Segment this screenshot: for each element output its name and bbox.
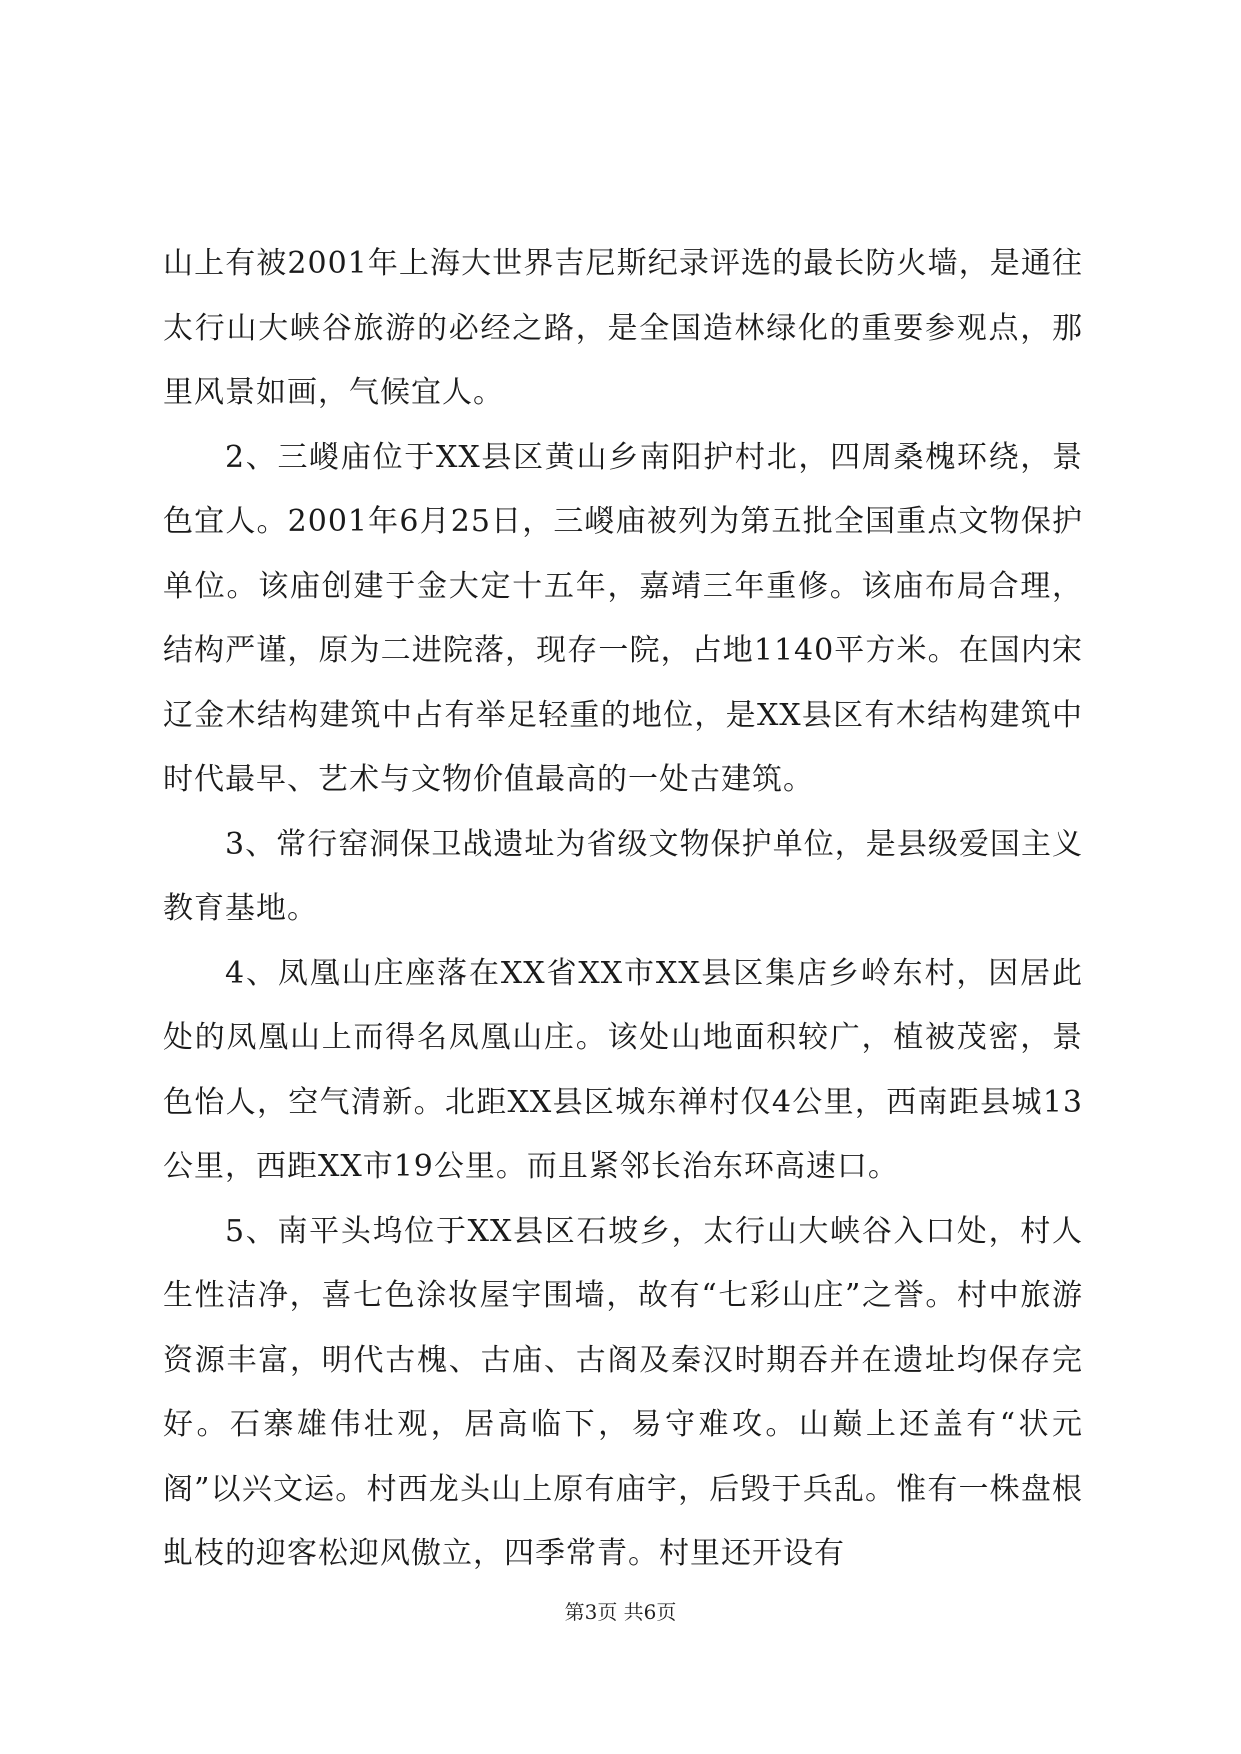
paragraph-item-4: 4、凤凰山庄座落在XX省XX市XX县区集店乡岭东村，因居此处的凤凰山上而得名凤凰山庄。该处山地面积较广，植被茂密，景色怡人，空气清新。北距XX县区城东禅村仅4公里，西南距县城13公里，西距XX市19公里。而且紧邻长治东环高速口。 bbox=[163, 955, 1083, 1184]
document-body bbox=[163, 232, 1083, 1587]
page-footer: 第3页 共6页 bbox=[564, 1600, 677, 1624]
paragraph-item-5: 5、南平头坞位于XX县区石坡乡，太行山大峡谷入口处，村人生性洁净，喜七色涂妆屋宇围墙，故有“七彩山庄”之誉。村中旅游资源丰富，明代古槐、古庙、古阁及秦汉时期吞并在遗址均保存完好。石寨雄伟壮观，居高临下，易守难攻。山巅上还盖有“状元阁”以兴文运。村西龙头山上原有庙宇，后毁于兵乱。惟有一株盘根虬枝的迎客松迎风傲立，四季常青。村里还开设有 bbox=[163, 1213, 1083, 1571]
paragraph-item-3: 3、常行窑洞保卫战遗址为省级文物保护单位，是县级爱国主义教育基地。 bbox=[163, 826, 1083, 926]
paragraph-continuation: 山上有被2001年上海大世界吉尼斯纪录评选的最长防火墙，是通往太行山大峡谷旅游的必经之路，是全国造林绿化的重要参观点，那里风景如画，气候宜人。 bbox=[163, 246, 1083, 410]
paragraph-item-2: 2、三嵕庙位于XX县区黄山乡南阳护村北，四周桑槐环绕，景色宜人。2001年6月25日，三嵕庙被列为第五批全国重点文物保护单位。该庙创建于金大定十五年，嘉靖三年重修。该庙布局合理，结构严谨，原为二进院落，现存一院，占地1140平方米。在国内宋辽金木结构建筑中占有举足轻重的地位，是XX县区有木结构建筑中时代最早、艺术与文物价值最高的一处古建筑。 bbox=[163, 439, 1083, 797]
